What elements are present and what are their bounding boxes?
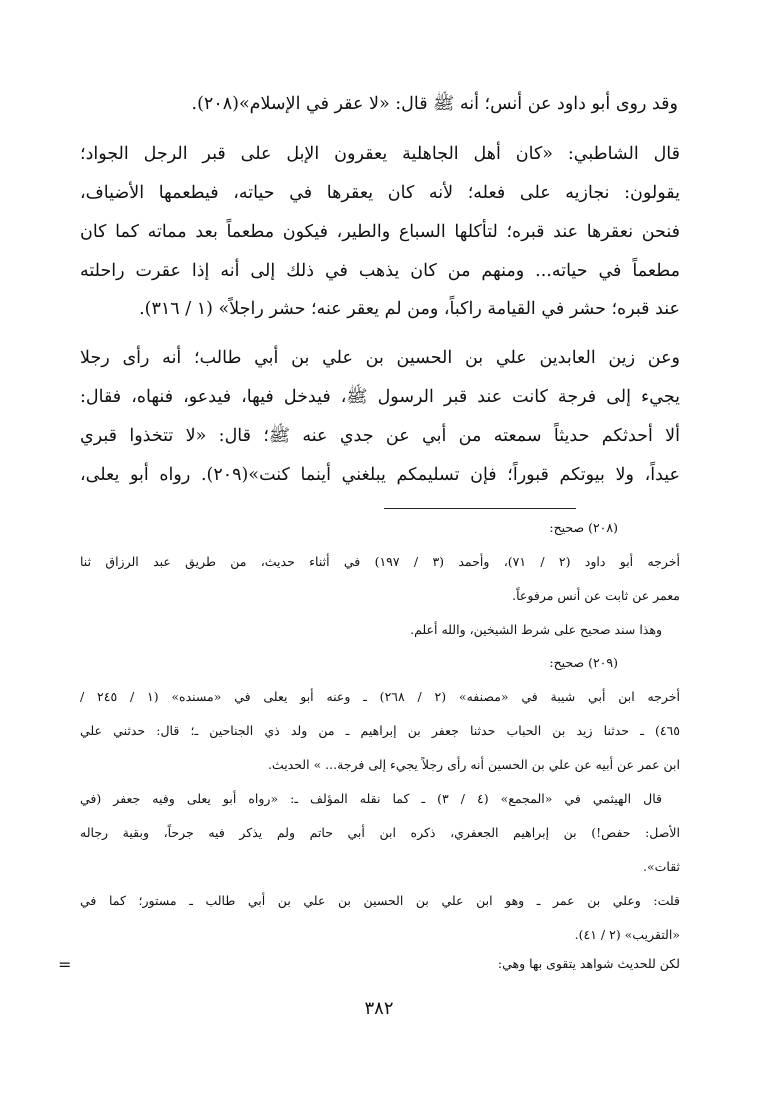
footnote-line: معمر عن ثابت عن أنس مرفوعاً. xyxy=(512,588,680,603)
main-line: عيداً، ولا بيوتكم قبوراً؛ فإن تسليمكم يبلغني أينما كنت»(٢٠٩). رواه أبو يعلى، xyxy=(80,465,680,485)
footnote-line: أخرجه ابن أبي شيبة في «مصنفه» (٢ / ٢٦٨) ـ وعنه أبو يعلى في «مسنده» (١ / ٢٤٥ / xyxy=(80,689,681,704)
footnote-line: قلت: وعلي بن عمر ـ وهو ابن علي بن الحسين بن علي بن أبي طالب ـ مستور؛ كما في xyxy=(80,893,680,908)
main-line: وعن زين العابدين علي بن الحسين بن علي بن أبي طالب؛ أنه رأى رجلا xyxy=(80,348,680,368)
main-line: يجيء إلى فرجة كانت عند قبر الرسول ﷺ، فيدخل فيها، فيدعو، فنهاه، فقال: xyxy=(80,387,680,407)
main-line: مطعماً في حياته... ومنهم من كان يذهب في ذلك إلى أنه إذا عقرت راحلته xyxy=(80,261,680,281)
main-line: فنحن نعقرها عند قبره؛ لتأكلها السباع والطير، فيكون مطعماً بعد مماته كما كان xyxy=(80,222,680,242)
main-line: يقولون: نجازيه على فعله؛ لأنه كان يعقرها في حياته، فيطعمها الأضياف، xyxy=(80,183,680,203)
footnote-line: الأصل: حفص!) بن إبراهيم الجعفري، ذكره ابن أبي حاتم ولم يذكر فيه جرحاً، وبقية رجاله xyxy=(80,825,680,840)
footnote-line: قال الهيثمي في «المجمع» (٤ / ٣) ـ كما نقله المؤلف ـ: «رواه أبو يعلى وفيه جعفر (في xyxy=(80,791,662,806)
main-line: قال الشاطبي: «كان أهل الجاهلية يعقرون الإبل على قبر الرجل الجواد؛ xyxy=(80,144,680,164)
footnote-heading: (٢٠٨) صحيح: xyxy=(549,520,618,535)
footnote-line: أخرجه أبو داود (٢ / ٧١)، وأحمد (٣ / ١٩٧) في أثناء حديث، من طريق عبد الرزاق ثنا xyxy=(80,554,680,569)
main-line: عند قبره؛ حشر في القيامة راكباً، ومن لم يعقر عنه؛ حشر راجلاً» (١ / ٣١٦). xyxy=(139,299,680,319)
footnote-line: لكن للحديث شواهد يتقوى بها وهي: xyxy=(497,956,680,971)
main-line: وقد روى أبو داود عن أنس؛ أنه ﷺ قال: «لا عقر في الإسلام»(٢٠٨). xyxy=(191,94,678,114)
continuation-mark: = xyxy=(58,955,72,974)
footnote-line: ابن عمر عن أبيه عن علي بن الحسين أنه رأى رجلاً يجيء إلى فرجة... » الحديث. xyxy=(267,757,680,772)
footnote-line: وهذا سند صحيح على شرط الشيخين، والله أعلم. xyxy=(410,622,662,637)
footnote-line: ثقات». xyxy=(643,859,680,874)
main-line: ألا أحدثكم حديثاً سمعته من أبي عن جدي عنه ﷺ؛ قال: «لا تتخذوا قبري xyxy=(80,426,680,446)
footnote-line: ٤٦٥) ـ حدثنا زيد بن الحباب حدثنا جعفر بن إبراهيم ـ من ولد ذي الجناحين ـ؛ قال: حدثني علي xyxy=(80,723,680,738)
footnote-separator xyxy=(384,508,576,509)
footnote-line: «التقريب» (٢ / ٤١). xyxy=(574,927,680,942)
page-number: ٣٨٢ xyxy=(364,998,394,1019)
footnote-heading: (٢٠٩) صحيح: xyxy=(549,655,618,670)
